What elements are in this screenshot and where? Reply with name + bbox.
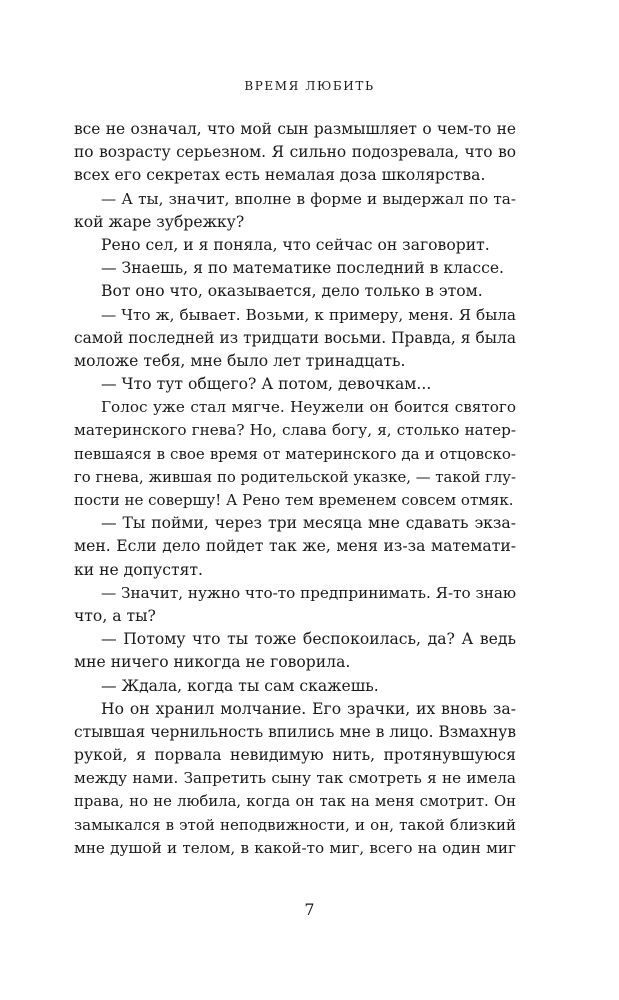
text-line: — Значит, нужно что-то предпринимать. Я-то знаю xyxy=(101,583,517,602)
text-line: Рено сел, и я поняла, что сейчас он заговорит. xyxy=(101,235,490,254)
text-line: стывшая чернильность впились мне в лицо. Взмахнув xyxy=(74,722,516,741)
text-line: что, а ты? xyxy=(74,606,156,625)
text-line: — Ты пойми, через три месяца мне сдавать экза- xyxy=(101,514,516,533)
text-line: — А ты, значит, вполне в форме и выдержал по та- xyxy=(101,189,516,208)
text-line: все не означал, что мой сын размышляет о чем-то не xyxy=(74,120,516,138)
text-line: мен. Если дело пойдет так же, меня из-за математи- xyxy=(74,537,516,556)
text-line: — Знаешь, я по математике последний в классе. xyxy=(101,259,505,278)
text-line: певшаяся в свое время от материнского да и отцовско- xyxy=(74,444,516,463)
text-line: между нами. Запретить сыну так смотреть я не имела xyxy=(74,769,516,788)
text-line: всех его секретах есть немалая доза школярства. xyxy=(74,166,486,185)
text-line: материнского гнева? Но, слава богу, я, столько натер- xyxy=(74,421,516,440)
text-line: рукой, я порвала невидимую нить, протянувшуюся xyxy=(74,746,516,765)
text-line: пости не совершу! А Рено тем временем совсем отмяк. xyxy=(74,491,514,509)
text-line: — Потому что ты тоже беспокоилась, да? А ведь xyxy=(101,630,516,649)
text-line: — Что тут общего? А потом, девочкам... xyxy=(101,375,432,394)
page-number: 7 xyxy=(304,900,315,919)
text-line: права, но не любила, когда он так на меня смотрит. Он xyxy=(74,793,516,811)
text-line: мне душой и телом, в какой-то миг, всего на один миг xyxy=(74,838,516,857)
body-text xyxy=(74,118,516,860)
text-line: мне ничего никогда не говорила. xyxy=(74,653,351,672)
text-line: моложе тебя, мне было лет тринадцать. xyxy=(74,351,406,370)
text-line: ки не допустят. xyxy=(74,560,204,579)
text-line: по возрасту серьезном. Я сильно подозревала, что во xyxy=(74,143,516,162)
text-line: го гнева, жившая по родительской указке, — такой глу- xyxy=(74,468,516,486)
text-line: — Что ж, бывает. Возьми, к примеру, меня. Я была xyxy=(101,305,516,324)
text-line: кой жаре зубрежку? xyxy=(74,212,245,231)
text-line: самой последней из тридцати восьми. Правда, я была xyxy=(74,328,516,347)
text-line: Но он хранил молчание. Его зрачки, их вновь за- xyxy=(101,699,516,718)
text-line: Голос уже стал мягче. Неужели он боится святого xyxy=(101,398,516,417)
text-line: замыкался в этой неподвижности, и он, такой близкий xyxy=(74,815,516,834)
running-head: ВРЕМЯ ЛЮБИТЬ xyxy=(244,79,375,93)
text-line: — Ждала, когда ты сам скажешь. xyxy=(101,676,379,695)
text-line: Вот оно что, оказывается, дело только в этом. xyxy=(101,282,483,301)
